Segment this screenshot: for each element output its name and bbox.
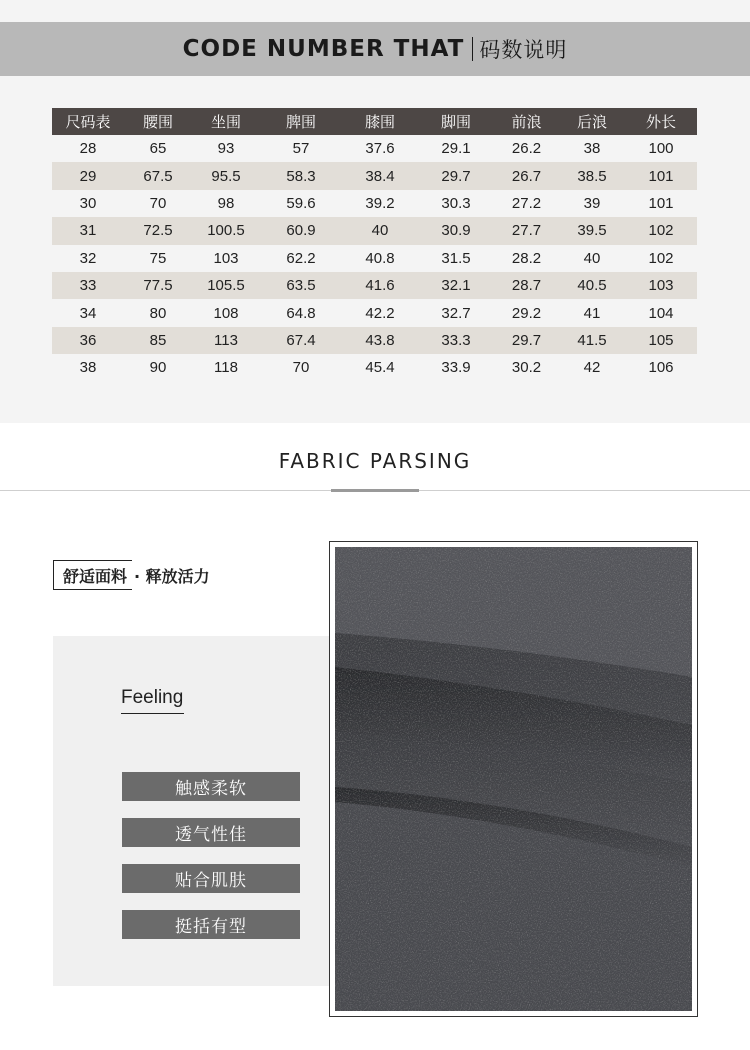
table-cell: 59.6 [260,190,342,217]
table-cell: 113 [192,327,260,354]
table-cell: 40 [342,217,418,244]
table-cell: 38 [52,354,124,381]
table-cell: 100.5 [192,217,260,244]
table-cell: 60.9 [260,217,342,244]
table-cell: 41.6 [342,272,418,299]
table-cell: 26.7 [494,162,559,189]
table-cell: 37.6 [342,135,418,162]
table-cell: 27.2 [494,190,559,217]
table-row [52,162,697,189]
header-cell: 膝围 [342,108,418,135]
table-cell: 38.5 [559,162,625,189]
table-cell: 40.5 [559,272,625,299]
table-cell: 29 [52,162,124,189]
table-cell: 34 [52,299,124,326]
table-row [52,135,697,162]
table-cell: 70 [260,354,342,381]
table-cell: 102 [625,245,697,272]
table-cell: 64.8 [260,299,342,326]
table-cell: 58.3 [260,162,342,189]
table-cell: 29.7 [494,327,559,354]
header-cell: 腰围 [124,108,192,135]
table-cell: 39.2 [342,190,418,217]
table-cell: 72.5 [124,217,192,244]
table-cell: 67.5 [124,162,192,189]
table-cell: 62.2 [260,245,342,272]
table-cell: 93 [192,135,260,162]
table-cell: 30 [52,190,124,217]
feeling-label: Feeling [121,687,184,708]
table-cell: 57 [260,135,342,162]
size-chart-section [0,0,750,423]
table-cell: 32.7 [418,299,494,326]
table-cell: 45.4 [342,354,418,381]
table-cell: 90 [124,354,192,381]
table-cell: 28 [52,135,124,162]
table-cell: 32.1 [418,272,494,299]
table-cell: 29.2 [494,299,559,326]
table-cell: 41.5 [559,327,625,354]
table-cell: 98 [192,190,260,217]
table-cell: 95.5 [192,162,260,189]
feeling-panel [53,636,343,986]
table-cell: 30.3 [418,190,494,217]
table-cell: 70 [124,190,192,217]
header-cell: 脾围 [260,108,342,135]
table-cell: 33.9 [418,354,494,381]
table-row [52,299,697,326]
size-chart-title-en: CODE NUMBER THAT [182,36,465,62]
fabric-slogan [53,560,210,590]
table-cell: 103 [192,245,260,272]
fabric-heading: FABRIC PARSING [278,449,472,473]
table-cell: 80 [124,299,192,326]
table-cell: 108 [192,299,260,326]
header-cell: 前浪 [494,108,559,135]
table-cell: 29.1 [418,135,494,162]
header-cell: 尺码表 [52,108,124,135]
fabric-texture-image [335,547,692,1011]
table-cell: 118 [192,354,260,381]
header-cell: 脚围 [418,108,494,135]
table-cell: 31.5 [418,245,494,272]
feeling-underline [121,713,184,714]
table-cell: 30.9 [418,217,494,244]
size-table-body [52,135,697,382]
table-row [52,190,697,217]
feature-soft-touch: 触感柔软 [122,772,300,801]
table-cell: 102 [625,217,697,244]
table-cell: 33 [52,272,124,299]
table-cell: 75 [124,245,192,272]
table-cell: 101 [625,190,697,217]
table-cell: 106 [625,354,697,381]
table-cell: 30.2 [494,354,559,381]
feature-crisp-shape: 挺括有型 [122,910,300,939]
table-cell: 26.2 [494,135,559,162]
table-cell: 103 [625,272,697,299]
table-cell: 33.3 [418,327,494,354]
table-row [52,245,697,272]
table-cell: 27.7 [494,217,559,244]
size-chart-title-cn: 码数说明 [479,38,568,62]
table-cell: 29.7 [418,162,494,189]
table-cell: 104 [625,299,697,326]
feature-skin-friendly: 贴合肌肤 [122,864,300,893]
header-cell: 后浪 [559,108,625,135]
heading-divider-accent [331,489,419,492]
size-table [52,108,697,382]
table-cell: 67.4 [260,327,342,354]
table-cell: 63.5 [260,272,342,299]
table-cell: 40 [559,245,625,272]
slogan-boxed-text: 舒适面料 [53,560,132,590]
table-cell: 39.5 [559,217,625,244]
table-cell: 32 [52,245,124,272]
table-cell: 41 [559,299,625,326]
table-cell: 85 [124,327,192,354]
header-cell: 坐围 [192,108,260,135]
table-cell: 36 [52,327,124,354]
table-row [52,272,697,299]
table-cell: 65 [124,135,192,162]
table-row [52,327,697,354]
header-cell: 外长 [625,108,697,135]
table-cell: 39 [559,190,625,217]
table-cell: 42.2 [342,299,418,326]
table-cell: 40.8 [342,245,418,272]
table-cell: 105.5 [192,272,260,299]
size-chart-title-bar [0,22,750,76]
table-cell: 101 [625,162,697,189]
table-cell: 105 [625,327,697,354]
table-cell: 42 [559,354,625,381]
table-cell: 100 [625,135,697,162]
table-cell: 28.2 [494,245,559,272]
table-cell: 77.5 [124,272,192,299]
fabric-photo-frame [329,541,698,1017]
table-cell: 43.8 [342,327,418,354]
table-cell: 38 [559,135,625,162]
feature-breathable: 透气性佳 [122,818,300,847]
size-table-header-row [52,108,697,135]
table-cell: 38.4 [342,162,418,189]
fabric-photo [335,547,692,1011]
table-row [52,354,697,381]
table-cell: 28.7 [494,272,559,299]
title-separator [472,37,473,61]
table-row [52,217,697,244]
table-cell: 31 [52,217,124,244]
slogan-rest-text: · 释放活力 [134,566,210,586]
